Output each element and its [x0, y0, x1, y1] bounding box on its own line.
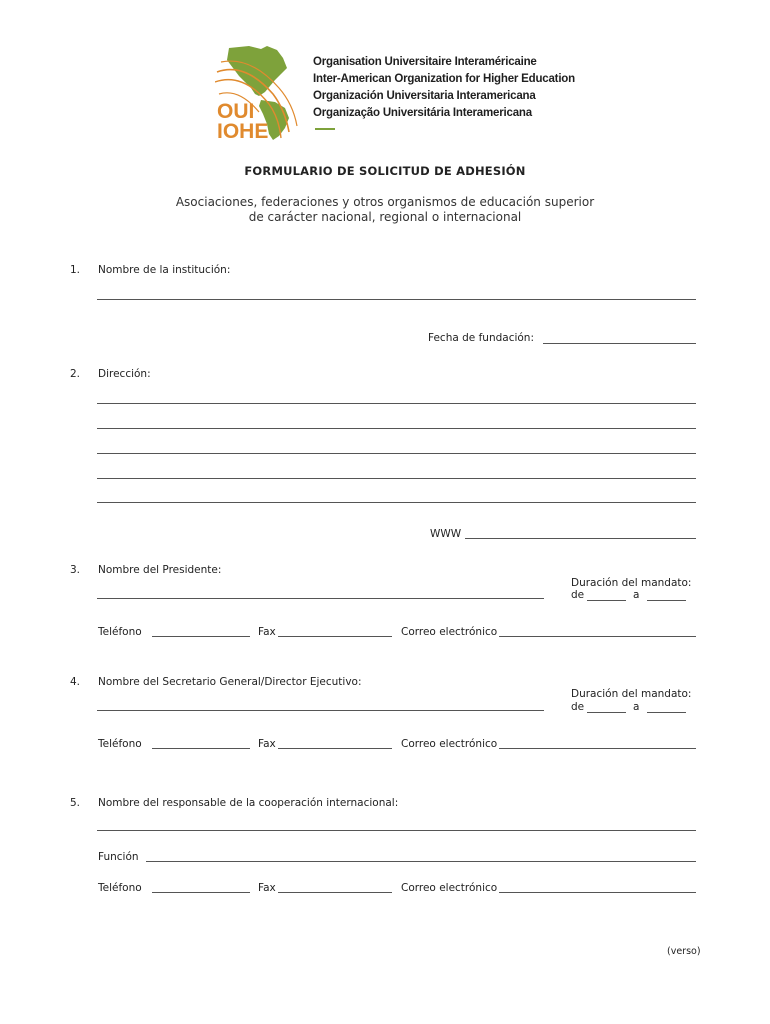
section-1-number: 1. [70, 264, 81, 276]
logo-accent-bar [315, 128, 335, 130]
logo [215, 42, 310, 142]
officer-fax-label: Fax [258, 882, 276, 894]
president-fax-field[interactable] [278, 636, 392, 637]
president-name-field[interactable] [97, 598, 544, 599]
section-5-number: 5. [70, 797, 81, 809]
form-subtitle-line-1: Asociaciones, federaciones y otros organismos de educación superior [175, 195, 595, 209]
secretary-name-field[interactable] [97, 710, 544, 711]
president-term-from-label: de [571, 589, 585, 601]
secretary-name-label: Nombre del Secretario General/Director Ejecutivo: [98, 676, 362, 688]
website-label: WWW [430, 528, 462, 540]
officer-fax-field[interactable] [278, 892, 392, 893]
secretary-term-to-field[interactable] [647, 712, 686, 713]
org-name-es: Organización Universitaria Interamericana [313, 90, 536, 102]
founding-date-field[interactable] [543, 343, 696, 344]
president-email-label: Correo electrónico [401, 626, 498, 638]
institution-name-label: Nombre de la institución: [98, 264, 231, 276]
president-term-from-field[interactable] [587, 600, 626, 601]
secretary-phone-field[interactable] [152, 748, 250, 749]
form-title: FORMULARIO DE SOLICITUD DE ADHESIÓN [244, 164, 526, 178]
org-name-pt: Organização Universitária Interamericana [313, 107, 532, 119]
address-field-line-2[interactable] [97, 428, 696, 429]
president-phone-field[interactable] [152, 636, 250, 637]
president-email-field[interactable] [499, 636, 696, 637]
officer-email-field[interactable] [499, 892, 696, 893]
secretary-term-from-field[interactable] [587, 712, 626, 713]
institution-name-field[interactable] [97, 299, 696, 300]
function-label: Función [98, 851, 139, 863]
officer-email-label: Correo electrónico [401, 882, 498, 894]
org-name-fr: Organisation Universitaire Interaméricaine [313, 56, 537, 68]
president-term-to-label: a [633, 589, 640, 601]
secretary-fax-label: Fax [258, 738, 276, 750]
president-name-label: Nombre del Presidente: [98, 564, 222, 576]
address-field-line-5[interactable] [97, 502, 696, 503]
address-field-line-4[interactable] [97, 478, 696, 479]
president-term-to-field[interactable] [647, 600, 686, 601]
logo-text-oui: OUI [217, 100, 255, 123]
secretary-phone-label: Teléfono [98, 738, 142, 750]
logo-text-iohe: IOHE [217, 120, 269, 143]
officer-phone-label: Teléfono [98, 882, 142, 894]
president-term-label: Duración del mandato: [571, 577, 692, 589]
president-phone-label: Teléfono [98, 626, 142, 638]
function-field[interactable] [146, 861, 696, 862]
website-field[interactable] [465, 538, 696, 539]
founding-date-label: Fecha de fundación: [428, 332, 534, 344]
secretary-term-label: Duración del mandato: [571, 688, 692, 700]
verso-note: (verso) [667, 946, 701, 957]
form-subtitle-line-2: de carácter nacional, regional o internacional [248, 210, 522, 224]
cooperation-officer-field[interactable] [97, 830, 696, 831]
section-3-number: 3. [70, 564, 81, 576]
secretary-term-from-label: de [571, 701, 585, 713]
cooperation-officer-label: Nombre del responsable de la cooperación internacional: [98, 797, 399, 809]
address-label: Dirección: [98, 368, 151, 380]
section-4-number: 4. [70, 676, 81, 688]
officer-phone-field[interactable] [152, 892, 250, 893]
secretary-fax-field[interactable] [278, 748, 392, 749]
section-2-number: 2. [70, 368, 81, 380]
president-fax-label: Fax [258, 626, 276, 638]
secretary-email-label: Correo electrónico [401, 738, 498, 750]
secretary-email-field[interactable] [499, 748, 696, 749]
address-field-line-1[interactable] [97, 403, 696, 404]
secretary-term-to-label: a [633, 701, 640, 713]
org-name-en: Inter-American Organization for Higher Education [313, 73, 575, 85]
address-field-line-3[interactable] [97, 453, 696, 454]
